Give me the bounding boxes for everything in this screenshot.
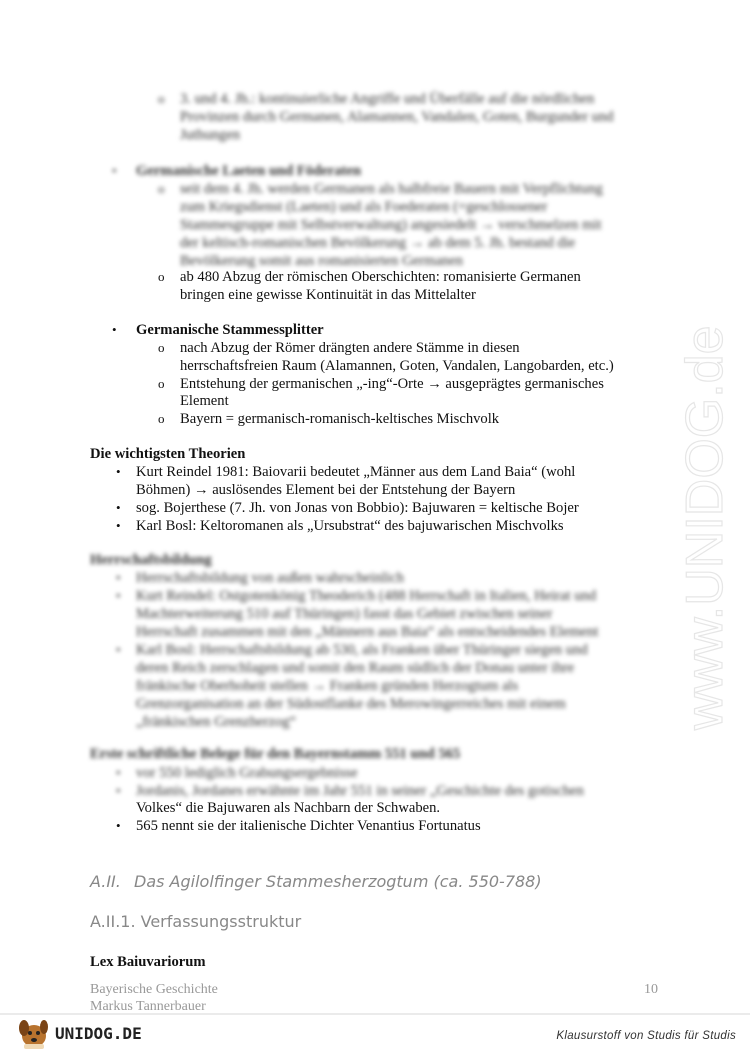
text-line: nach Abzug der Römer drängten andere Stämme in diesen [180, 340, 520, 356]
watermark [660, 260, 740, 740]
blurred-line: Herrschaft zusammen mit den „Männern aus Baia“ als entscheidendes Element [136, 624, 599, 640]
text-line: bringen eine gewisse Kontinuität in das Mittelalter [180, 287, 476, 303]
bullet: • [116, 588, 121, 603]
text-line: herrschaftsfreien Raum (Alamannen, Goten, Vandalen, Langobarden, etc.) [180, 358, 614, 374]
blurred-line: fränkische Oberhoheit stellen → Franken gründen Herzogtum als [136, 678, 519, 694]
blurred-line: Jordanis, Jordanes erwähnte im Jahr 551 in seiner „Geschichte des gotischen [136, 783, 584, 799]
text-line: Element [180, 393, 229, 409]
section-title-splitter: Germanische Stammessplitter [136, 322, 324, 338]
text-line: Entstehung der germanischen „-ing“-Orte → ausgeprägtes germanisches [180, 376, 604, 392]
blurred-line: Kurt Reindel: Ostgotenkönig Theoderich (488 Herrschaft in Italien, Heirat und [136, 588, 597, 604]
bullet: • [116, 500, 121, 515]
text-line: 565 nennt sie der italienische Dichter Venantius Fortunatus [136, 818, 481, 834]
blurred-line: vor 550 lediglich Grabungsergebnisse [136, 765, 358, 781]
blurred-line: „fränkischen Grenzherzog“ [136, 714, 297, 730]
blurred-line: Provinzen durch Germanen, Alamannen, Vandalen, Goten, Burgunder und [180, 109, 614, 125]
text-line: Volkes“ die Bajuwaren als Nachbarn der Schwaben. [136, 800, 441, 816]
blurred-line: Grenzorganisation an der Südostflanke des Merowingerreiches mit einem [136, 696, 566, 712]
heading-a2-title: Das Agilolfinger Stammesherzogtum (ca. 550-788) [134, 872, 542, 891]
bullet: • [112, 322, 117, 337]
text-line: Bayern = germanisch-romanisch-keltisches Mischvolk [180, 411, 500, 427]
logo-text: UNIDOG.DE [55, 1024, 142, 1043]
text-line: Kurt Reindel 1981: Baiovarii bedeutet „Männer aus dem Land Baia“ (wohl [136, 464, 576, 480]
text-line: sog. Bojerthese (7. Jh. von Jonas von Bobbio): Bajuwaren = keltische Bojer [136, 500, 579, 516]
blurred-line: Stammesgruppe mit Selbstverwaltung) angesiedelt → verschmelzen mit [180, 217, 602, 233]
page-number: 10 [644, 982, 658, 997]
section-title-laeten: Germanische Laeten und Föderaten [136, 163, 361, 179]
bullet: • [116, 783, 121, 798]
blurred-line: 3. und 4. Jh.: kontinuierliche Angriffe und Überfälle auf die nördlichen [180, 91, 595, 107]
footer-author: Markus Tannerbauer [90, 999, 206, 1014]
bullet: • [112, 163, 117, 178]
blurred-line: zum Kriegsdienst (Laeten) und als Foederaten (=geschlossener [180, 199, 548, 215]
dog-logo-icon [14, 1014, 52, 1052]
blurred-line: der keltisch-romanischen Bevölkerung → ab dem 5. Jh. bestand die [180, 235, 576, 251]
heading-a2-number: A.II. [90, 872, 121, 891]
blurred-line: Herrschaftsbildung von außen wahrscheinlich [136, 570, 404, 586]
blurred-line: Juthungen [180, 127, 240, 143]
blurred-line: Bevölkerung somit aus romanisierten Germanen [180, 253, 463, 269]
text-line: Böhmen) → auslösendes Element bei der Entstehung der Bayern [136, 482, 516, 498]
lex-title: Lex Baiuvariorum [90, 954, 206, 970]
blurred-line: Karl Bosl: Herrschaftsbildung ab 530, als Franken über Thüringer siegen und [136, 642, 588, 658]
sub-bullet: o [158, 181, 165, 196]
text-line: ab 480 Abzug der römischen Oberschichten: romanisierte Germanen [180, 269, 581, 285]
section-title-herrschaft: Herrschaftsbildung [90, 552, 212, 568]
section-title-theorien: Die wichtigsten Theorien [90, 446, 246, 462]
section-title-belege: Erste schriftliche Belege für den Bayernstamm 551 und 565 [90, 746, 461, 762]
heading-a2-1: A.II.1. Verfassungsstruktur [90, 912, 302, 931]
blurred-line: seit dem 4. Jh. werden Germanen als halbfreie Bauern mit Verpflichtung [180, 181, 603, 197]
blurred-line: deren Reich zerschlagen und somit den Raum südlich der Donau unter ihre [136, 660, 575, 676]
bullet: • [116, 642, 121, 657]
sub-bullet: o [158, 91, 165, 106]
bullet: • [116, 765, 121, 780]
bullet: • [116, 570, 121, 585]
footer-course: Bayerische Geschichte [90, 982, 218, 997]
sub-bullet: o [158, 269, 165, 284]
bullet: • [116, 818, 121, 833]
blurred-line: Machterweiterung 510 auf Thüringen) fasst das Gebiet zwischen seiner [136, 606, 553, 622]
sub-bullet: o [158, 340, 165, 355]
watermark-text: www.UNIDOG.de [676, 325, 734, 730]
text-line: Karl Bosl: Keltoromanen als „Ursubstrat“ des bajuwarischen Mischvolks [136, 518, 564, 534]
bullet: • [116, 464, 121, 479]
bullet: • [116, 518, 121, 533]
tagline: Klausurstoff von Studis für Studis [556, 1030, 736, 1042]
sub-bullet: o [158, 411, 165, 426]
sub-bullet: o [158, 376, 165, 391]
